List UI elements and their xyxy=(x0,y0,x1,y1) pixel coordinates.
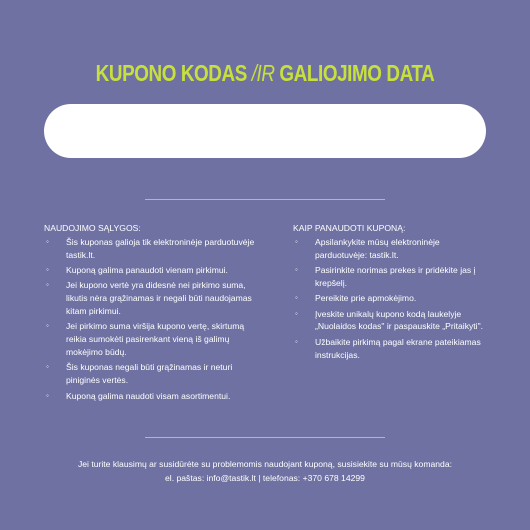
list-item: ◦ Jei kupono vertė yra didesnė nei pirkimo suma, likutis nėra grąžinamas ir negali būti naudojamas kitam pirkimui. xyxy=(44,279,262,317)
list-item: ◦ Įveskite unikalų kupono kodą laukelyje „Nuolaidos kodas" ir paspauskite „Pritaikyti". xyxy=(293,308,493,334)
list-item: ◦ Šis kuponas galioja tik elektroninėje parduotuvėje tastik.lt. xyxy=(44,236,262,262)
terms-list xyxy=(44,236,262,403)
title-main: KUPONO KODAS xyxy=(95,60,247,86)
title-separator: /IR xyxy=(251,60,275,86)
title-end: GALIOJIMO DATA xyxy=(279,60,435,86)
contact-footer xyxy=(0,457,530,485)
list-item: ◦ Kuponą galima naudoti visam asortimentui. xyxy=(44,390,262,403)
contact-details: el. paštas: info@tastik.lt | telefonas: +370 678 14299 xyxy=(165,473,365,483)
howto-list xyxy=(293,236,493,362)
list-item: ◦ Pasirinkite norimas prekes ir pridėkite jas į krepšelį. xyxy=(293,264,493,290)
terms-heading: NAUDOJIMO SĄLYGOS: xyxy=(44,223,141,233)
list-item: ◦ Apsilankykite mūsų elektroninėje parduotuvėje: tastik.lt. xyxy=(293,236,493,262)
howto-section xyxy=(293,222,493,364)
list-item: ◦ Jei pirkimo suma viršija kupono vertę, skirtumą reikia sumokėti pasirenkant vieną iš galimų mokėjimo būdų. xyxy=(44,320,262,358)
list-item: ◦ Užbaikite pirkimą pagal ekrane pateikiamas instrukcijas. xyxy=(293,336,493,362)
list-item: ◦ Pereikite prie apmokėjimo. xyxy=(293,292,493,305)
list-item: ◦ Šis kuponas negali būti grąžinamas ir neturi piniginės vertės. xyxy=(44,361,262,387)
contact-text: Jei turite klausimų ar susidūrėte su problemomis naudojant kuponą, susisiekite su mūsų komanda: xyxy=(77,459,453,469)
divider-bottom xyxy=(145,437,385,438)
terms-section xyxy=(44,222,262,405)
howto-heading: KAIP PANAUDOTI KUPONĄ: xyxy=(293,223,406,233)
divider-top xyxy=(145,199,385,200)
list-item: ◦ Kuponą galima panaudoti vienam pirkimui. xyxy=(44,264,262,277)
page-title xyxy=(48,60,483,87)
coupon-code-field[interactable] xyxy=(44,104,486,158)
